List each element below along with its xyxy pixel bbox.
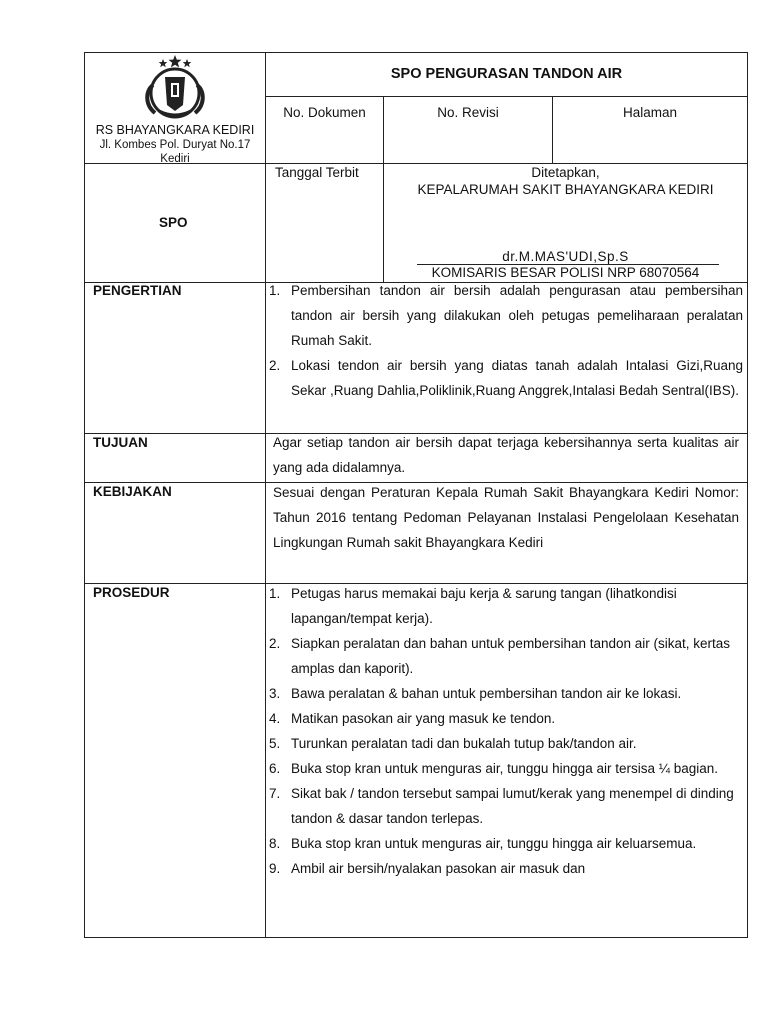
list-item: 9. Ambil air bersih/nyalakan pasokan air masuk dan: [269, 861, 586, 876]
tujuan-text: Agar setiap tandon air bersih dapat terjaga kebersihannya serta kualitas air yang ada didalamnya.: [273, 435, 739, 475]
ditetapkan-by: KEPALARUMAH SAKIT BHAYANGKARA KEDIRI: [417, 182, 714, 197]
list-item: 6. Buka stop kran untuk menguras air, tunggu hingga air tersisa ¼ bagian.: [269, 761, 719, 776]
list-item: 2. Lokasi tendon air bersih yang diatas tanah adalah Intalasi Gizi,Ruang Sekar ,Ruang Dahlia,Poliklinik,Ruang Anggrek,Intalasi Bedah Sentral(IBS).: [269, 358, 743, 398]
pengertian-content: [269, 278, 743, 403]
document-title: SPO PENGURASAN TANDON AIR: [390, 66, 623, 82]
halaman-label: Halaman: [622, 105, 678, 120]
kebijakan-label: KEBIJAKAN: [93, 484, 172, 499]
spo-label: SPO: [159, 215, 188, 230]
police-emblem-logo: [135, 55, 215, 119]
list-item: 8. Buka stop kran untuk menguras air, tunggu hingga air keluarsemua.: [269, 836, 697, 851]
prosedur-content: [269, 581, 743, 881]
kebijakan-text: Sesuai dengan Peraturan Kepala Rumah Sakit Bhayangkara Kediri Nomor: Tahun 2016 tentang Pedoman Pelayanan Instalasi Pengelolaan Kesehatan Lingkungan Rumah sakit Bhayangkara Kediri: [273, 485, 739, 550]
no-revisi-label: No. Revisi: [437, 105, 499, 120]
hospital-name: RS BHAYANGKARA KEDIRI: [95, 123, 255, 137]
tanggal-terbit-label: Tanggal Terbit: [275, 165, 359, 180]
column-divider: [265, 53, 266, 937]
list-item: 1. Pembersihan tandon air bersih adalah pengurasan atau pembersihan tandon air bersih yang dilakukan oleh petugas pemeliharaan peralatan Rumah Sakit.: [269, 283, 743, 348]
spo-document: [84, 52, 748, 938]
list-item: 3. Bawa peralatan & bahan untuk pembersihan tandon air ke lokasi.: [269, 686, 682, 701]
pengertian-label: PENGERTIAN: [93, 283, 182, 298]
row-divider: [265, 96, 747, 97]
list-item: 5. Turunkan peralatan tadi dan bukalah tutup bak/tandon air.: [269, 736, 637, 751]
list-item: 2. Siapkan peralatan dan bahan untuk pembersihan tandon air (sikat, kertas amplas dan kaporit).: [269, 636, 731, 676]
list-item: 1. Petugas harus memakai baju kerja & sarung tangan (lihatkondisi lapangan/tempat kerja).: [269, 586, 677, 626]
ditetapkan-text: Ditetapkan,: [531, 165, 600, 180]
list-item: 4. Matikan pasokan air yang masuk ke tendon.: [269, 711, 556, 726]
list-item: 7. Sikat bak / tandon tersebut sampai lumut/kerak yang menempel di dinding tandon & dasar tandon terlepas.: [269, 786, 734, 826]
hospital-address: Jl. Kombes Pol. Duryat No.17: [99, 139, 251, 151]
tujuan-label: TUJUAN: [93, 435, 148, 450]
signatory-rank: KOMISARIS BESAR POLISI NRP 68070564: [431, 265, 700, 280]
signatory-name: dr.M.MAS'UDI,Sp.S: [502, 249, 629, 264]
no-dokumen-label: No. Dokumen: [283, 105, 366, 120]
hospital-city: Kediri: [160, 153, 190, 165]
prosedur-label: PROSEDUR: [93, 585, 170, 600]
